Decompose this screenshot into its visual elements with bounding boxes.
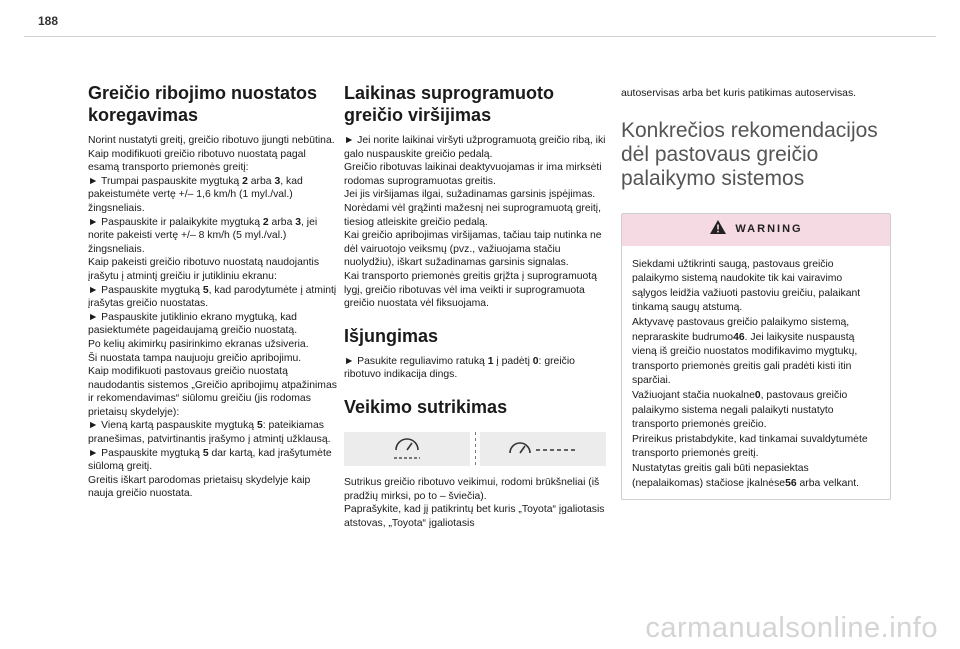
text-line: Sutrikus greičio ribotuvo veikimui, rodomi brūkšneliai (iš pradžių mirksi, po to – šviečia).: [344, 476, 600, 502]
text-line: Kai transporto priemonės greitis grįžta į suprogramuotą lygį, greičio ribotuvas vėl ima veikti ir suprogramuota greičio nuostata vėl fiksuojama.: [344, 270, 597, 310]
text-line: ► Pasukite reguliavimo ratuką 1 į padėtį 0: greičio ribotuvo indikacija dings.: [344, 355, 575, 381]
text-line: Norėdami vėl grąžinti mažesnį nei suprogramuotą greitį, tiesiog atleiskite greičio pedalą.: [344, 202, 601, 228]
column-1: [88, 82, 338, 501]
text-line: Prireikus pristabdykite, kad tinkamai suvaldytumėte transporto priemonės greitį.: [632, 433, 868, 460]
column-2: [344, 82, 606, 530]
text-line: Aktyvavę pastovaus greičio palaikymo sistemą, nepraraskite budrumo46. Jei laikysite nuspaustą vieną iš greičio nuostatos modifikavimo mygtukų, transporto priemonės greitis gali pradėti kisti itin sparčiai.: [632, 316, 858, 387]
text-line: ► Jei norite laikinai viršyti užprogramuotą greičio ribą, iki galo nuspauskite greičio pedalą.: [344, 135, 606, 160]
text-line: ► Paspauskite mygtuką 5 dar kartą, kad įrašytumėte siūlomą greitį.: [88, 447, 332, 473]
col2-body-1: [344, 134, 606, 311]
text-line: Greitis iškart parodomas prietaisų skydelyje kaip nauja greičio nuostata.: [88, 474, 311, 500]
page-number: 188: [38, 14, 59, 28]
text-line: ► Vieną kartą paspauskite mygtuką 5: pateikiamas pranešimas, patvirtinantis įrašymo į atmintį užklausą.: [88, 420, 331, 446]
text-line: Ši nuostata tampa naujuoju greičio apribojimu.: [88, 352, 302, 364]
speed-limiter-fault-icon: [344, 432, 470, 466]
warning-title: WARNING: [735, 222, 803, 235]
text-line: Norint nustatyti greitį, greičio ribotuvo įjungti nebūtina.: [88, 135, 335, 146]
text-line: Kaip pakeisti greičio ribotuvo nuostatą naudojantis įrašytu į atmintį greičiu ir jutikliniu ekranu:: [88, 257, 320, 282]
heading-temporary-exceed: Laikinas suprogramuoto greičio viršijimas: [344, 83, 555, 125]
heading-switch-off: Išjungimas: [344, 325, 439, 346]
text-line: Važiuojant stačia nuokalne0, pastovaus greičio palaikymo sistema negali palaikyti nustatyto transporto priemonės greičio.: [632, 389, 848, 431]
warning-header: [622, 214, 890, 246]
text-line: Jei jis viršijamas ilgai, sužadinamas garsinis įspėjimas.: [344, 189, 596, 201]
text-line: ► Paspauskite ir palaikykite mygtuką 2 arba 3, jei norite pakeisti vertę +/– 8 km/h (5 myl./val.) žingsneliais.: [88, 216, 318, 255]
text-line: ► Paspauskite jutiklinio ekrano mygtuką, kad pasiektumėte pageidaujamą greičio nuostatą.: [88, 311, 298, 337]
column-3: [621, 87, 891, 500]
heading-malfunction: Veikimo sutrikimas: [344, 396, 508, 417]
malfunction-display-illustration: [344, 432, 606, 466]
col2-body-3: [344, 476, 606, 530]
text-line: Siekdami užtikrinti saugą, pastovaus greičio palaikymo sistemą naudokite tik kai vairavimo sąlygos leidžia važiuoti pastoviu greičiu, palaikant tinkamą saugų atstumą.: [632, 258, 861, 314]
speed-limiter-dashes-icon: [480, 432, 606, 466]
text-line: Kaip modifikuoti pastovaus greičio nuostatą naudodantis sistemos „Greičio apribojimų atpažinimas ir rekomendavimas“ siūlomu greičiu (jis rodomas prietaisų skydelyje):: [88, 366, 337, 418]
text-line: autoservisas arba bet kuris patikimas autoservisas.: [621, 88, 857, 99]
text-line: Po kelių akimirkų pasirinkimo ekranas užsiveria.: [88, 338, 309, 350]
text-line: ► Trumpai paspauskite mygtuką 2 arba 3, kad pakeistumėte vertę +/– 1,6 km/h (1 myl./val.) žingsneliais.: [88, 175, 303, 214]
heading-speed-adjust: Greičio ribojimo nuostatos koregavimas: [88, 83, 318, 125]
watermark: carmanualsonline.info: [645, 612, 938, 644]
text-line: Paprašykite, kad jį patikrintų bet kuris „Toyota“ įgaliotasis atstovas, „Toyota“ įgaliotasis: [344, 504, 605, 529]
col1-body: [88, 134, 338, 501]
text-line: Kaip modifikuoti greičio ribotuvo nuostatą pagal esamą transporto priemonės greitį:: [88, 148, 306, 174]
text-line: ► Paspauskite mygtuką 5, kad parodytumėte į atmintį įrašytas greičio nuostatas.: [88, 284, 337, 310]
warning-triangle-icon: [709, 219, 727, 240]
text-line: Kai greičio apribojimas viršijamas, tačiau taip nutinka ne dėl vairuotojo veiksmų (pvz., važiuojama stačiu nuolydžiu), iškart sužadinamas garsinis signalas.: [344, 230, 602, 269]
text-line: Greičio ribotuvas laikinai deaktyvuojamas ir ima mirksėti rodomas suprogramuotas greitis.: [344, 162, 602, 187]
separator: [470, 432, 480, 466]
warning-body: [622, 246, 890, 500]
heading-recommendations: Konkrečios rekomendacijos dėl pastovaus greičio palaikymo sistemos: [621, 118, 878, 190]
text-line: Nustatytas greitis gali būti nepasiektas (nepalaikomas) stačiose įkalnėse56 arba velkant.: [632, 462, 860, 489]
top-divider: [24, 36, 936, 37]
warning-box: [621, 213, 891, 501]
col2-body-2: [344, 355, 606, 382]
